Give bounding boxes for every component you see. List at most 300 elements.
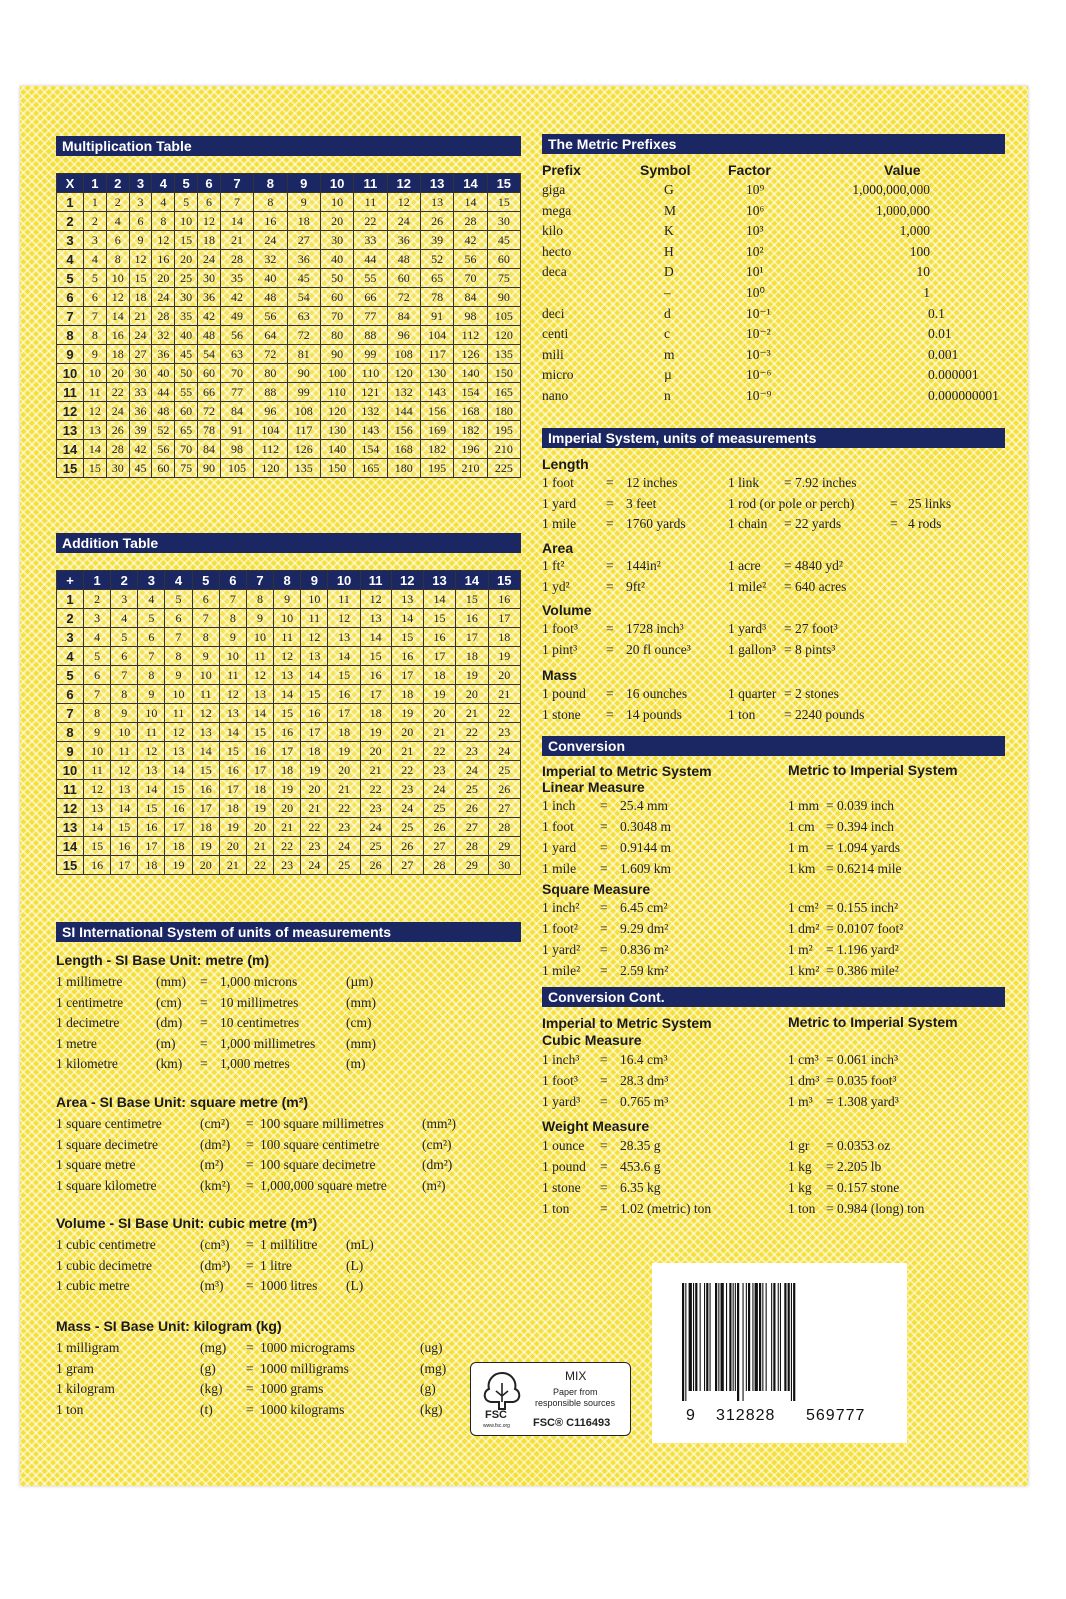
mult-cell: 154 [354, 440, 387, 459]
mult-cell: 30 [175, 288, 198, 307]
add-cell: 9 [246, 609, 273, 628]
imperial-length-heading: Length [542, 456, 589, 472]
add-cell: 18 [488, 628, 520, 647]
imperial-mass-left-eq: = [606, 706, 614, 722]
si-mass-heading: Mass - SI Base Unit: kilogram (kg) [56, 1318, 282, 1334]
imperial-volume-left-value: 20 fl ounce³ [626, 641, 691, 657]
add-cell: 12 [360, 590, 391, 609]
add-cell: 7 [84, 685, 111, 704]
mult-cell: 27 [287, 231, 320, 250]
add-cell: 20 [423, 704, 455, 723]
prefix-name: nano [542, 388, 569, 403]
imperial-length-right-value2: 4 rods [908, 516, 942, 531]
si-area-cell: (dm²) [200, 1136, 231, 1152]
add-row-header: 11 [57, 780, 84, 799]
add-col-header: 1 [84, 571, 111, 590]
add-cell: 4 [84, 628, 111, 647]
mult-cell: 11 [354, 193, 387, 212]
add-cell: 9 [219, 628, 246, 647]
add-cell: 22 [360, 780, 391, 799]
conv-weight-left-unit: 1 pound [542, 1159, 586, 1174]
mult-cell: 70 [454, 269, 487, 288]
add-cell: 8 [192, 628, 219, 647]
conv-weight-left-eq: = [600, 1180, 608, 1195]
add-cell: 16 [165, 799, 192, 818]
barcode-bar [715, 1283, 717, 1391]
add-cell: 16 [423, 628, 455, 647]
add-row-header: 4 [57, 647, 84, 666]
mult-cell: 42 [129, 440, 152, 459]
barcode-group-1: 312828 [716, 1407, 776, 1424]
mult-cell: 42 [198, 307, 221, 326]
add-cell: 30 [488, 856, 520, 875]
add-cell: 19 [456, 666, 488, 685]
mult-cell: 54 [198, 345, 221, 364]
si-mass-cell: (g) [420, 1381, 436, 1396]
barcode-bar [780, 1283, 781, 1391]
mult-cell: 45 [129, 459, 152, 478]
mult-cell: 20 [320, 212, 353, 231]
si-length-cell: 1,000 microns [220, 974, 298, 989]
mult-cell: 135 [487, 345, 520, 364]
imperial-length-left-value: 1760 yards [626, 516, 686, 531]
si-volume-cell: (dm³) [200, 1257, 231, 1273]
add-cell: 12 [138, 742, 165, 761]
si-mass-cell: 1 milligram [56, 1340, 120, 1355]
add-cell: 16 [456, 609, 488, 628]
mult-cell: 8 [254, 193, 287, 212]
si-area-cell: (km²) [200, 1177, 231, 1193]
conv-square-right-value: = 1.196 yard² [826, 942, 899, 957]
add-cell: 2 [84, 590, 111, 609]
conv-linear-left-value: 0.3048 m [620, 819, 672, 834]
barcode-bar [700, 1283, 701, 1391]
barcode-bar [685, 1283, 686, 1401]
conv-square-left-unit: 1 foot² [542, 921, 578, 936]
add-cell: 18 [328, 723, 360, 742]
add-cell: 9 [84, 723, 111, 742]
add-cell: 24 [328, 837, 360, 856]
conv-cubic-left-value: 16.4 cm³ [620, 1052, 668, 1067]
add-cell: 24 [488, 742, 520, 761]
conv-linear-left-unit: 1 inch [542, 798, 576, 813]
add-cell: 18 [192, 818, 219, 837]
mult-cell: 144 [387, 402, 420, 421]
add-cell: 21 [423, 723, 455, 742]
conv-linear-right-unit: 1 mm [788, 798, 820, 813]
mult-cell: 60 [487, 250, 520, 269]
prefix-value: 0.000001 [928, 367, 979, 383]
add-cell: 10 [165, 685, 192, 704]
mult-cell: 225 [487, 459, 520, 478]
mult-cell: 104 [420, 326, 453, 345]
mult-row [57, 250, 521, 269]
mult-row-header: 1 [57, 193, 84, 212]
mult-cell: 2 [106, 193, 129, 212]
prefix-factor: 10⁰ [746, 285, 765, 300]
add-cell: 20 [456, 685, 488, 704]
add-cell: 12 [111, 761, 138, 780]
mult-cell: 33 [129, 383, 152, 402]
si-area-cell: (mm²) [422, 1116, 457, 1131]
si-length-cell: 1 decimetre [56, 1015, 120, 1030]
prefix-value: 1,000 [899, 223, 930, 239]
si-length-cell: = [200, 1056, 208, 1071]
mult-row [57, 307, 521, 326]
conv-cubic-left-value: 28.3 dm³ [620, 1073, 669, 1088]
add-cell: 18 [360, 704, 391, 723]
si-mass-cell: 1000 milligrams [260, 1360, 349, 1376]
mult-row [57, 459, 521, 478]
mult-cell: 36 [129, 402, 152, 421]
add-cell: 21 [301, 799, 328, 818]
add-cell: 22 [456, 723, 488, 742]
add-cell: 18 [391, 685, 423, 704]
si-area-cell: 1 square metre [56, 1157, 136, 1172]
add-row-header: 2 [57, 609, 84, 628]
add-cell: 15 [456, 590, 488, 609]
imperial-length-left-eq: = [606, 516, 614, 531]
mult-cell: 22 [106, 383, 129, 402]
conv-weight-right-unit: 1 gr [788, 1138, 810, 1153]
prefix-value: 0.01 [928, 326, 952, 342]
mult-cell: 84 [454, 288, 487, 307]
prefix-name: mili [542, 346, 564, 362]
add-cell: 17 [456, 628, 488, 647]
add-row [57, 818, 521, 837]
mult-row-header: 15 [57, 459, 84, 478]
barcode-bar [743, 1283, 744, 1401]
add-row [57, 837, 521, 856]
mult-cell: 165 [487, 383, 520, 402]
add-row [57, 742, 521, 761]
mult-cell: 100 [320, 364, 353, 383]
add-cell: 16 [84, 856, 111, 875]
add-cell: 21 [456, 704, 488, 723]
add-cell: 14 [360, 628, 391, 647]
add-cell: 11 [274, 628, 301, 647]
mult-cell: 104 [254, 421, 287, 440]
si-length-cell: (m) [156, 1035, 176, 1051]
add-cell: 16 [328, 685, 360, 704]
barcode-bar [771, 1283, 772, 1391]
add-row-header: 6 [57, 685, 84, 704]
add-cell: 13 [84, 799, 111, 818]
add-cell: 26 [423, 818, 455, 837]
si-area-cell: 1 square kilometre [56, 1177, 157, 1193]
add-cell: 11 [219, 666, 246, 685]
add-header-row [57, 571, 521, 590]
add-row [57, 723, 521, 742]
mult-cell: 45 [487, 231, 520, 250]
add-col-header: 2 [111, 571, 138, 590]
prefix-factor: 10⁻² [746, 326, 771, 342]
prefix-name: deci [542, 305, 565, 321]
prefix-factor: 10⁶ [746, 202, 765, 218]
mult-cell: 45 [175, 345, 198, 364]
add-cell: 16 [301, 704, 328, 723]
si-length-heading: Length - SI Base Unit: metre (m) [56, 952, 270, 968]
mult-cell: 77 [354, 307, 387, 326]
add-cell: 15 [84, 837, 111, 856]
conv-weight-left-eq: = [600, 1138, 608, 1153]
mult-cell: 24 [198, 250, 221, 269]
imperial-area-heading: Area [542, 540, 574, 556]
add-cell: 16 [391, 647, 423, 666]
add-cell: 25 [423, 799, 455, 818]
mult-cell: 32 [254, 250, 287, 269]
add-cell: 22 [246, 856, 273, 875]
mult-cell: 18 [198, 231, 221, 250]
add-cell: 22 [301, 818, 328, 837]
add-cell: 7 [219, 590, 246, 609]
add-cell: 5 [84, 647, 111, 666]
si-length-cell: (mm) [346, 994, 376, 1010]
add-cell: 7 [111, 666, 138, 685]
add-cell: 15 [165, 780, 192, 799]
mult-cell: 13 [84, 421, 107, 440]
conv-square-right-unit: 1 cm² [788, 900, 819, 915]
mult-cell: 130 [320, 421, 353, 440]
add-cell: 26 [360, 856, 391, 875]
mult-cell: 156 [387, 421, 420, 440]
mult-cell: 63 [220, 345, 253, 364]
add-cell: 23 [488, 723, 520, 742]
mult-cell: 169 [420, 421, 453, 440]
si-area-cell: (m²) [422, 1177, 446, 1193]
si-area-cell: = [246, 1157, 254, 1172]
si-mass-cell: = [246, 1381, 254, 1396]
mult-row [57, 364, 521, 383]
si-area-cell: (cm²) [200, 1116, 230, 1131]
mult-cell: 42 [454, 231, 487, 250]
add-row-header: 3 [57, 628, 84, 647]
mult-cell: 195 [487, 421, 520, 440]
prefix-name: hecto [542, 243, 572, 259]
mult-cell: 63 [287, 307, 320, 326]
mult-cell: 98 [220, 440, 253, 459]
add-col-header: 7 [246, 571, 273, 590]
mult-cell: 36 [152, 345, 175, 364]
barcode-bar [735, 1283, 736, 1391]
mult-cell: 35 [175, 307, 198, 326]
mult-cell: 112 [454, 326, 487, 345]
conv-square-right-unit: 1 dm² [788, 921, 820, 936]
si-volume-cell: (L) [346, 1278, 364, 1293]
add-cell: 11 [301, 609, 328, 628]
barcode-bar [704, 1283, 705, 1391]
imperial-length-left-unit: 1 yard [542, 495, 577, 511]
prefix-factor: 10⁻¹ [746, 305, 771, 321]
conv-cubic-left-eq: = [600, 1073, 608, 1088]
prefix-symbol: D [664, 264, 674, 280]
add-col-header: 12 [391, 571, 423, 590]
mult-cell: 91 [420, 307, 453, 326]
mult-cell: 24 [129, 326, 152, 345]
conv-square-right-value: = 0.0107 foot² [826, 921, 904, 936]
add-row [57, 761, 521, 780]
add-cell: 3 [111, 590, 138, 609]
mult-cell: 39 [129, 421, 152, 440]
add-cell: 17 [219, 780, 246, 799]
add-cell: 25 [360, 837, 391, 856]
add-cell: 27 [423, 837, 455, 856]
addition-table [56, 570, 521, 875]
si-length-cell: (m) [346, 1056, 366, 1071]
conv-weight-right-value: = 0.0353 oz [826, 1138, 891, 1153]
si-volume-cell: 1 millilitre [260, 1237, 318, 1252]
mult-cell: 24 [106, 402, 129, 421]
si-length-cell: 1 kilometre [56, 1056, 118, 1071]
conv-linear-right-unit: 1 m [788, 840, 809, 855]
conv-cubic-right-unit: 1 m³ [788, 1094, 813, 1109]
mult-cell: 15 [84, 459, 107, 478]
add-cell: 22 [423, 742, 455, 761]
multiplication-table [56, 173, 521, 478]
mult-cell: 55 [354, 269, 387, 288]
add-cell: 29 [456, 856, 488, 875]
conv-square-left-eq: = [600, 963, 608, 978]
imperial-mass-right-unit: 1 ton [728, 706, 756, 722]
add-cell: 23 [301, 837, 328, 856]
mult-row-header: 14 [57, 440, 84, 459]
add-cell: 12 [192, 704, 219, 723]
add-cell: 16 [111, 837, 138, 856]
mult-cell: 56 [152, 440, 175, 459]
imperial-area-left-eq: = [606, 578, 614, 594]
mult-row [57, 231, 521, 250]
mult-cell: 50 [175, 364, 198, 383]
mult-col-header: 4 [152, 174, 175, 193]
conversion-cont-header: Conversion Cont. [542, 987, 1005, 1007]
barcode-bar [746, 1283, 747, 1391]
mult-cell: 33 [354, 231, 387, 250]
mult-col-header: 5 [175, 174, 198, 193]
barcode-bar [784, 1283, 786, 1391]
add-cell: 16 [138, 818, 165, 837]
add-cell: 27 [488, 799, 520, 818]
mult-cell: 21 [129, 307, 152, 326]
mult-cell: 120 [387, 364, 420, 383]
add-cell: 27 [456, 818, 488, 837]
add-row [57, 856, 521, 875]
conversion-cont-col-right: Metric to Imperial System [788, 1014, 958, 1030]
imperial-area-right-value: = 640 acres [784, 578, 847, 594]
fsc-line1: Paper from [553, 1387, 598, 1397]
mult-cell: 10 [106, 269, 129, 288]
add-cell: 10 [219, 647, 246, 666]
add-cell: 3 [84, 609, 111, 628]
mult-cell: 28 [106, 440, 129, 459]
conv-square-right-unit: 1 km² [788, 963, 820, 978]
add-col-header: 8 [274, 571, 301, 590]
mult-cell: 26 [106, 421, 129, 440]
add-cell: 11 [111, 742, 138, 761]
prefix-name: kilo [542, 223, 564, 239]
barcode-bar [721, 1283, 724, 1391]
mult-cell: 5 [84, 269, 107, 288]
add-cell: 17 [488, 609, 520, 628]
mult-cell: 14 [454, 193, 487, 212]
conversion-cont-col-left: Imperial to Metric System [542, 1015, 712, 1031]
add-cell: 24 [301, 856, 328, 875]
mult-cell: 156 [420, 402, 453, 421]
imperial-mass-left-unit: 1 pound [542, 686, 586, 701]
add-cell: 15 [111, 818, 138, 837]
mult-cell: 14 [220, 212, 253, 231]
si-mass-cell: 1 ton [56, 1401, 84, 1417]
metric-prefixes-header: The Metric Prefixes [542, 134, 1005, 154]
mult-col-header: 8 [254, 174, 287, 193]
si-volume-cell: = [246, 1237, 254, 1252]
conv-square-left-unit: 1 yard² [542, 942, 581, 957]
mult-cell: 24 [387, 212, 420, 231]
mult-cell: 126 [454, 345, 487, 364]
imperial-length-right-unit: 1 rod (or pole or perch) [728, 495, 855, 511]
add-cell: 23 [423, 761, 455, 780]
si-volume-cell: 1 litre [260, 1257, 292, 1273]
add-cell: 12 [301, 628, 328, 647]
add-cell: 9 [138, 685, 165, 704]
mult-cell: 48 [152, 402, 175, 421]
mult-cell: 14 [84, 440, 107, 459]
mult-cell: 16 [254, 212, 287, 231]
add-cell: 20 [274, 799, 301, 818]
si-length-cell: 10 millimetres [220, 994, 299, 1010]
add-cell: 19 [423, 685, 455, 704]
mult-row-header: 9 [57, 345, 84, 364]
multiplication-header: Multiplication Table [56, 136, 521, 156]
add-cell: 13 [391, 590, 423, 609]
conv-linear-right-value: = 0.6214 mile [826, 861, 902, 876]
add-row-header: 12 [57, 799, 84, 818]
add-row-header: 10 [57, 761, 84, 780]
si-volume-cell: 1 cubic metre [56, 1278, 130, 1293]
barcode-bar [706, 1283, 708, 1391]
mult-cell: 75 [487, 269, 520, 288]
mult-cell: 36 [387, 231, 420, 250]
add-cell: 9 [192, 647, 219, 666]
mult-cell: 105 [487, 307, 520, 326]
add-cell: 13 [301, 647, 328, 666]
mult-cell: 96 [387, 326, 420, 345]
prefix-symbol: n [664, 388, 671, 403]
mult-cell: 49 [220, 307, 253, 326]
add-cell: 12 [328, 609, 360, 628]
conv-weight-right-unit: 1 ton [788, 1201, 816, 1216]
conv-weight-left-eq: = [600, 1159, 608, 1174]
imperial-volume-left-unit: 1 foot³ [542, 621, 578, 636]
add-col-header: 11 [360, 571, 391, 590]
prefix-symbol: d [664, 305, 671, 321]
barcode-bar [718, 1283, 719, 1391]
si-mass-cell: = [246, 1340, 254, 1355]
conv-square-left-value: 6.45 cm² [620, 900, 668, 915]
mult-cell: 98 [454, 307, 487, 326]
barcode-bar [755, 1283, 758, 1391]
mult-cell: 30 [487, 212, 520, 231]
mult-cell: 110 [320, 383, 353, 402]
si-area-cell: 1 square decimetre [56, 1136, 158, 1152]
prefix-factor: 10³ [746, 223, 764, 239]
mult-cell: 195 [420, 459, 453, 478]
mult-cell: 5 [175, 193, 198, 212]
mult-cell: 168 [387, 440, 420, 459]
mult-cell: 48 [387, 250, 420, 269]
barcode-bar [682, 1283, 684, 1401]
add-cell: 19 [488, 647, 520, 666]
conv-weight-right-value: = 0.157 stone [826, 1180, 900, 1195]
